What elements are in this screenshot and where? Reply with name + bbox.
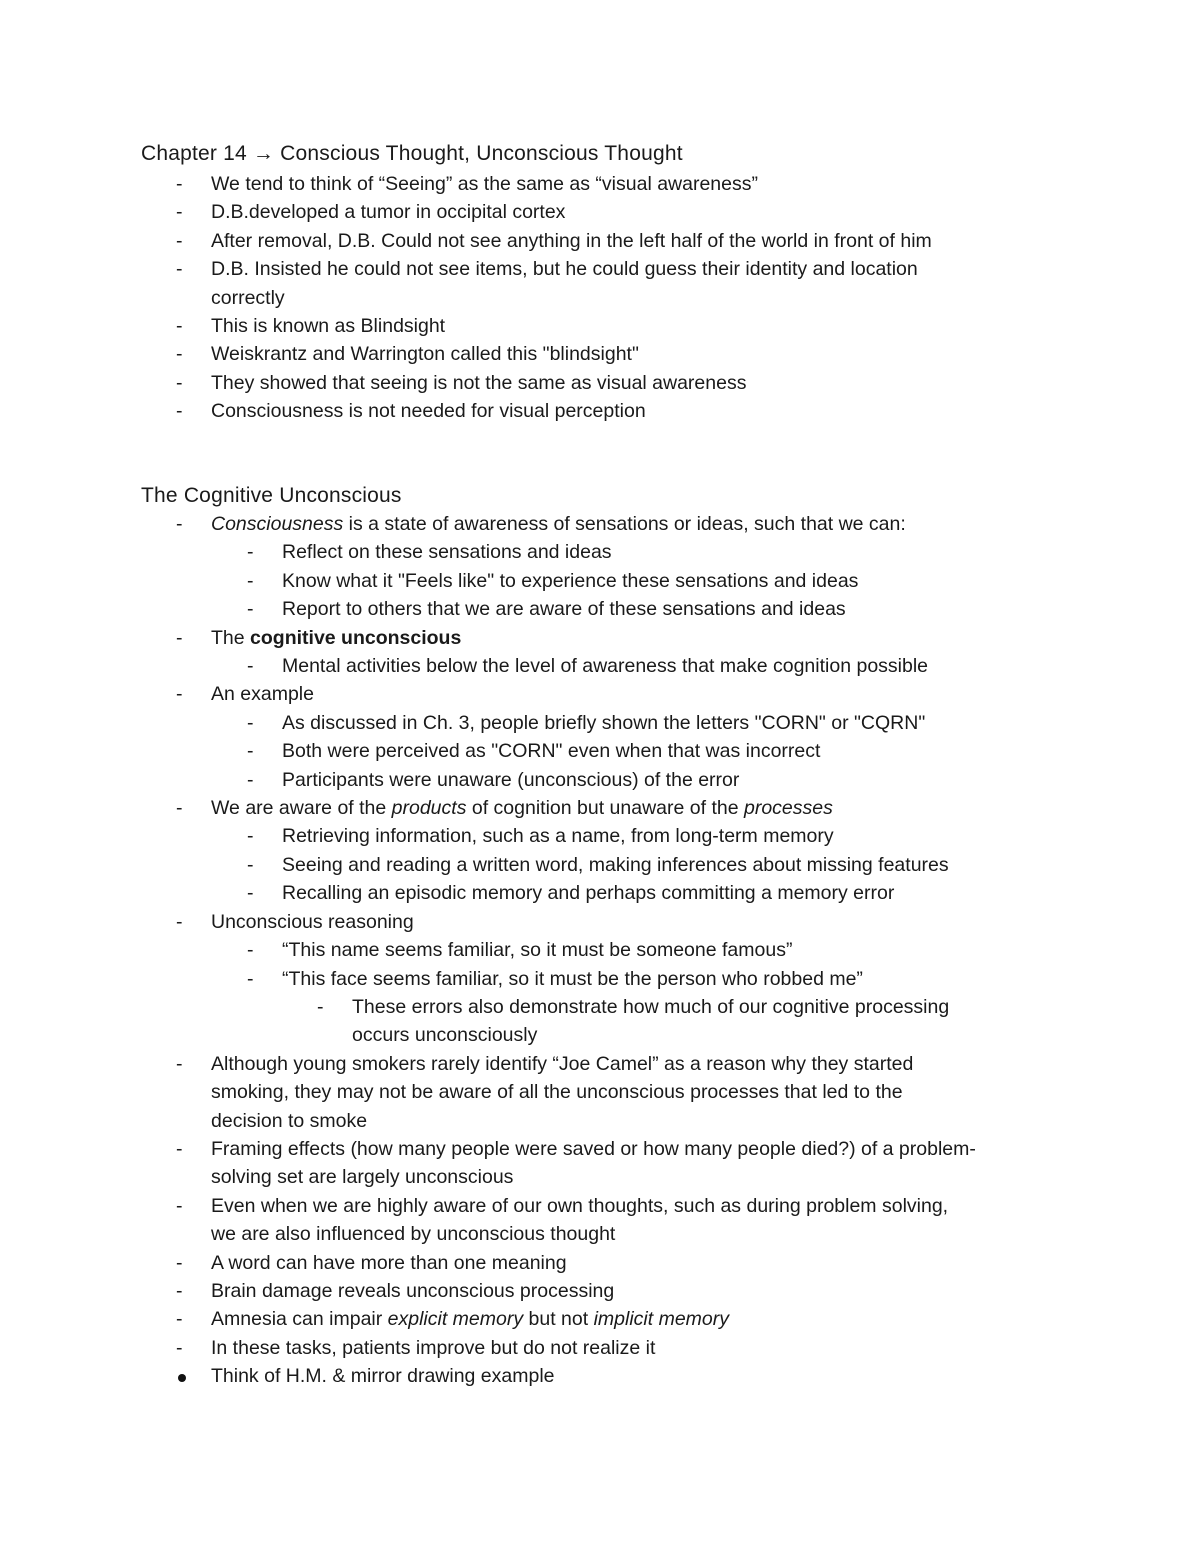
dash-marker: -	[247, 711, 254, 734]
bullet-text: As discussed in Ch. 3, people briefly shown the letters "CORN" or "CQRN"	[282, 711, 926, 734]
bullet-text: Think of H.M. & mirror drawing example	[211, 1365, 555, 1388]
dash-marker: -	[247, 939, 254, 962]
bullet-line	[0, 369, 1200, 397]
dot-icon	[178, 1374, 186, 1382]
bullet-text	[211, 794, 1200, 822]
bullet-item	[0, 1050, 1200, 1135]
bullet-text: Know what it "Feels like" to experience these sensations and ideas	[282, 569, 859, 592]
dash-marker: -	[247, 768, 254, 791]
bullet-text: D.B.developed a tumor in occipital cortex	[211, 201, 566, 224]
bullet-line	[0, 255, 1200, 283]
bullet-text: Seeing and reading a written word, making inferences about missing features	[282, 853, 949, 876]
italic-text: processes	[743, 797, 833, 820]
cognitive-unconscious-bullet-list	[0, 510, 1200, 1391]
text-segment: The	[211, 626, 251, 649]
dash-marker: -	[317, 995, 324, 1018]
bullet-line	[0, 538, 1200, 566]
dash-marker: -	[176, 910, 183, 933]
dash-marker: -	[176, 201, 183, 224]
bullet-text: A word can have more than one meaning	[211, 1251, 567, 1274]
bullet-item	[0, 255, 1200, 312]
bullet-line	[0, 1362, 1200, 1390]
bullet-line	[0, 822, 1200, 850]
bullet-item	[0, 510, 1200, 538]
bullet-item	[0, 1334, 1200, 1362]
bullet-line	[0, 340, 1200, 368]
bullet-line	[0, 993, 1200, 1021]
bullet-item	[0, 624, 1200, 652]
bullet-line	[0, 936, 1200, 964]
bullet-item	[0, 794, 1200, 822]
bullet-text: Recalling an episodic memory and perhaps committing a memory error	[282, 882, 895, 905]
bullet-text: This is known as Blindsight	[211, 315, 446, 338]
dash-marker: -	[176, 797, 183, 820]
bullet-text: These errors also demonstrate how much of our cognitive processing	[352, 995, 950, 1018]
cognitive-unconscious-heading: The Cognitive Unconscious	[141, 484, 402, 507]
bullet-text: Even when we are highly aware of our own thoughts, such as during problem solving,	[211, 1194, 949, 1217]
bullet-text: we are also influenced by unconscious thought	[211, 1223, 616, 1246]
bullet-text: They showed that seeing is not the same as visual awareness	[211, 371, 747, 394]
bullet-line	[0, 510, 1200, 538]
dash-marker: -	[176, 1251, 183, 1274]
bullet-item	[0, 709, 1200, 737]
dash-marker: -	[176, 371, 183, 394]
bullet-text: Retrieving information, such as a name, from long-term memory	[282, 825, 834, 848]
dash-marker: -	[247, 882, 254, 905]
dash-marker: -	[176, 683, 183, 706]
bullet-line-continuation	[0, 1078, 1200, 1106]
bullet-item	[0, 595, 1200, 623]
bullet-text	[211, 624, 1200, 652]
bullet-line	[0, 624, 1200, 652]
text-segment: is a state of awareness of sensations or ideas, such that we can:	[343, 513, 906, 535]
bullet-text: After removal, D.B. Could not see anything in the left half of the world in front of him	[211, 229, 932, 252]
bullet-item	[0, 879, 1200, 907]
bullet-item	[0, 851, 1200, 879]
dash-marker: -	[176, 513, 183, 535]
bullet-line	[0, 567, 1200, 595]
bullet-line	[0, 709, 1200, 737]
bullet-line-continuation	[0, 1021, 1200, 1049]
dash-marker: -	[247, 853, 254, 876]
dash-marker: -	[176, 1137, 183, 1160]
bullet-line	[0, 170, 1200, 198]
bullet-item	[0, 908, 1200, 936]
bullet-item	[0, 312, 1200, 340]
bullet-item	[0, 1362, 1200, 1390]
dash-marker: -	[176, 173, 183, 195]
bullet-text: Unconscious reasoning	[211, 910, 414, 933]
bullet-item	[0, 369, 1200, 397]
dash-marker: -	[247, 825, 254, 848]
bullet-line	[0, 595, 1200, 623]
bullet-item	[0, 170, 1200, 198]
bullet-item	[0, 340, 1200, 368]
bullet-text: Reflect on these sensations and ideas	[282, 541, 612, 564]
bullet-item	[0, 1135, 1200, 1192]
dash-marker: -	[176, 1052, 183, 1075]
bullet-line-continuation	[0, 1163, 1200, 1191]
italic-text: implicit memory	[593, 1308, 730, 1331]
bullet-line	[0, 198, 1200, 226]
dash-marker: -	[176, 626, 183, 649]
dash-marker: -	[176, 343, 183, 366]
bullet-line	[0, 737, 1200, 765]
italic-text: explicit memory	[387, 1308, 524, 1331]
bullet-item	[0, 766, 1200, 794]
bullet-line	[0, 851, 1200, 879]
bullet-line-continuation	[0, 284, 1200, 312]
bullet-text: Framing effects (how many people were saved or how many people died?) of a problem-	[211, 1137, 976, 1160]
bullet-item	[0, 567, 1200, 595]
bullet-item	[0, 1192, 1200, 1249]
bullet-item	[0, 198, 1200, 226]
bullet-line	[0, 1334, 1200, 1362]
bullet-item	[0, 822, 1200, 850]
dash-marker: -	[176, 258, 183, 281]
bullet-line	[0, 1050, 1200, 1078]
bullet-text: smoking, they may not be aware of all the unconscious processes that led to the	[211, 1081, 903, 1104]
bullet-text: Report to others that we are aware of these sensations and ideas	[282, 598, 846, 621]
bullet-item	[0, 680, 1200, 708]
text-segment: of cognition but unaware of the	[466, 797, 744, 820]
bullet-line-continuation	[0, 1107, 1200, 1135]
dash-marker: -	[176, 400, 183, 423]
bullet-item	[0, 965, 1200, 993]
bullet-line	[0, 312, 1200, 340]
bullet-text: “This face seems familiar, so it must be the person who robbed me”	[282, 967, 863, 990]
bullet-item	[0, 227, 1200, 255]
bullet-line	[0, 794, 1200, 822]
bullet-line	[0, 879, 1200, 907]
bullet-text: solving set are largely unconscious	[211, 1166, 514, 1189]
bullet-item	[0, 538, 1200, 566]
bullet-line	[0, 397, 1200, 425]
bullet-text: D.B. Insisted he could not see items, but he could guess their identity and location	[211, 258, 918, 281]
bullet-text: correctly	[211, 286, 285, 309]
bullet-item	[0, 1249, 1200, 1277]
dash-marker: -	[247, 740, 254, 763]
bullet-text: decision to smoke	[211, 1109, 368, 1132]
chapter-heading: Chapter 14 → Conscious Thought, Unconscious Thought	[141, 142, 683, 165]
dash-marker: -	[247, 655, 254, 678]
bullet-text: Brain damage reveals unconscious processing	[211, 1279, 615, 1302]
bullet-line	[0, 652, 1200, 680]
bullet-text: Both were perceived as "CORN" even when that was incorrect	[282, 740, 821, 763]
bullet-line	[0, 227, 1200, 255]
bullet-item	[0, 936, 1200, 964]
bullet-item	[0, 652, 1200, 680]
bullet-line	[0, 908, 1200, 936]
bullet-text: Mental activities below the level of awareness that make cognition possible	[282, 655, 929, 678]
dash-marker: -	[176, 1279, 183, 1302]
bullet-line	[0, 680, 1200, 708]
bullet-text: We tend to think of “Seeing” as the same as “visual awareness”	[211, 173, 758, 195]
bullet-line	[0, 1277, 1200, 1305]
dash-marker: -	[176, 1308, 183, 1331]
text-segment: We are aware of the	[211, 797, 392, 820]
bullet-item	[0, 1305, 1200, 1333]
bullet-line	[0, 1192, 1200, 1220]
dash-marker: -	[176, 315, 183, 338]
bullet-item	[0, 993, 1200, 1050]
bullet-line	[0, 1249, 1200, 1277]
dash-marker: -	[176, 1194, 183, 1217]
bullet-item	[0, 397, 1200, 425]
dash-marker: -	[247, 967, 254, 990]
bullet-text	[211, 510, 1200, 538]
bold-text: cognitive unconscious	[250, 626, 462, 649]
bullet-text	[211, 1305, 1200, 1333]
dash-marker: -	[247, 541, 254, 564]
bullet-text: Weiskrantz and Warrington called this "blindsight"	[211, 343, 639, 366]
bullet-text: An example	[211, 683, 314, 706]
bullet-text: In these tasks, patients improve but do not realize it	[211, 1336, 656, 1359]
text-segment: Amnesia can impair	[211, 1308, 388, 1331]
bullet-text: Although young smokers rarely identify “Joe Camel” as a reason why they started	[211, 1052, 914, 1075]
bullet-line	[0, 1135, 1200, 1163]
bullet-text: Consciousness is not needed for visual perception	[211, 400, 646, 423]
bullet-text: Participants were unaware (unconscious) of the error	[282, 768, 740, 791]
text-segment: but not	[523, 1308, 594, 1331]
bullet-line-continuation	[0, 1220, 1200, 1248]
dash-marker: -	[247, 569, 254, 592]
italic-text: Consciousness	[211, 513, 344, 535]
bullet-line	[0, 766, 1200, 794]
dash-marker: -	[247, 598, 254, 621]
bullet-line	[0, 965, 1200, 993]
dash-marker: -	[176, 229, 183, 252]
bullet-dot-icon	[176, 1362, 186, 1390]
blindsight-bullet-list	[0, 170, 1200, 426]
italic-text: products	[391, 797, 467, 820]
bullet-item	[0, 1277, 1200, 1305]
bullet-line	[0, 1305, 1200, 1333]
bullet-item	[0, 737, 1200, 765]
dash-marker: -	[176, 1336, 183, 1359]
bullet-text: “This name seems familiar, so it must be someone famous”	[282, 939, 793, 962]
bullet-text: occurs unconsciously	[352, 1024, 538, 1047]
